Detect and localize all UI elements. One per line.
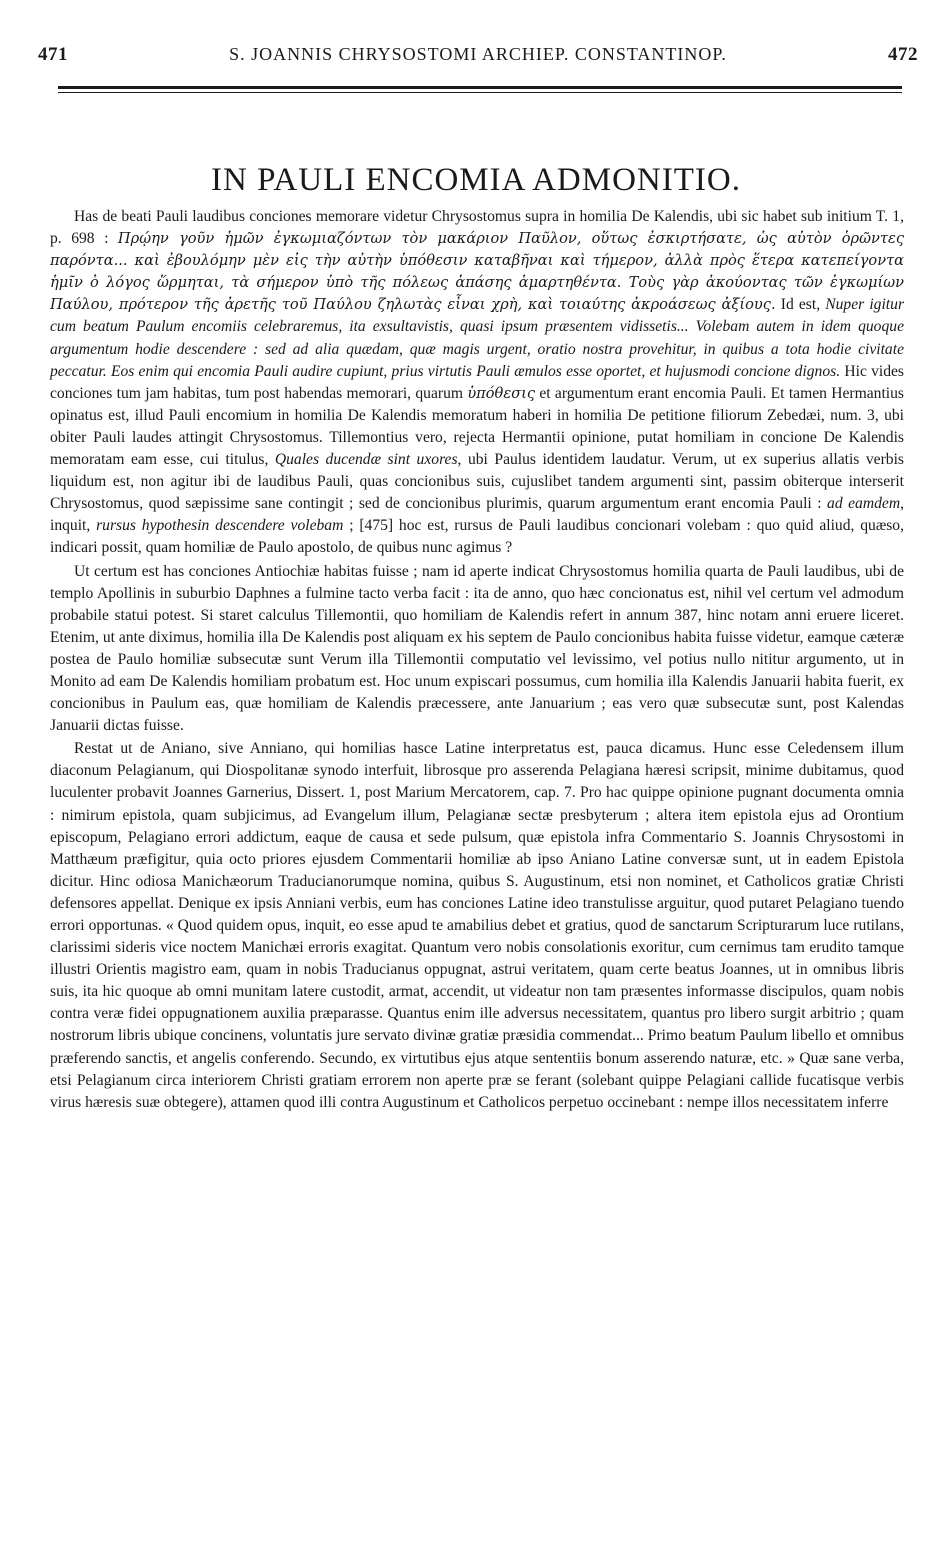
text-run: Ut certum est has conciones Antiochiæ habitas fuisse ; nam id aperte indicat Chrysostomus homilia quarta de Pauli laudibus, ubi de templo Apollinis in suburbio Daphnes a fulmine tacto verba facit : ita de anno, quo hæc concionatus est, nihil vel certum vel admodum probabile statui potest. Si staret calculus Tillemontii, quo homiliam de Kalendis refert in annum 387, hinc notam anni eruere liceret. Etenim, ut ante diximus, homilia illa De Kalendis post aliquam ex his septem de Paulo concionibus habita fuisse videtur, eamque cæteræ postea de Paulo homiliæ subsecutæ sunt Verum illa Tillemontii computatio vel levissimo, vel potius nullo nititur argumento, ut in Monito ad eam De Kalendis homiliam probatum est. Hoc unum expiscari possumus, cum homilia illa Kalendis Januarii habita fuerit, ex concionibus in Paulum eas, quæ homiliam de Kalendis præcessere, ante Januarium ; eas vero quæ subsecutæ sunt, post Kalendas Januarii dictas fuisse.: [50, 562, 904, 735]
italic-text: rursus hypothesin descendere volebam: [96, 517, 344, 535]
body-text: [50, 206, 904, 1114]
paragraph-1: [50, 206, 904, 560]
text-run: et argumentum erant encomia Pauli. Et tamen Hermantius opinatus est, illud Pauli encomium in homilia De Kalendis memoratum haberi in homilia De petitione filiorum Zebedæi, num. 3, ubi obiter Pauli laudes attingit Chrysostomus. Tillemontius vero, rejecta Hermantii opinione, putat homiliam in concione De Kalendis memoratam eam esse, cui titulus,: [50, 384, 904, 469]
italic-text: Nuper igitur cum beatum Paulum encomiis celebraremus, ita exsultavistis, quasi ipsum præsentem vidissetis... Volebam autem in idem quoque argumentum hodie descendere : sed ad alia quædam, quæ magis urgent, oratio nostra provehitur, in quibus a tota hodie civitate peccatur. Eos enim qui encomia Pauli audire cupiunt, prius virtutis Pauli æmulos esse oportet, et hujusmodi concione dignos.: [50, 296, 905, 380]
greek-text: Πρῴην γοῦν ἡμῶν ἐγκωμιαζόντων τὸν μακάριον Παῦλον, οὕτως ἐσκιρτήσατε, ὡς αὐτὸν ὁρῶντες παρόντα... καὶ ἐβουλόμην μὲν εἰς τὴν αὐτὴν ὑπόθεσιν καταβῆναι καὶ τήμερον, ἀλλὰ πρὸς ἕτερα κατεπείγοντα ἡμῖν ὁ λόγος ὥρμηται, τὰ σήμερον ὑπὸ τῆς πόλεως ἁπάσης ἁμαρτηθέντα. Τοὺς γὰρ ἀκούοντας τῶν ἐγκωμίων Παύλου, πρότερον τῆς ἀρετῆς τοῦ Παύλου ζηλωτὰς εἶναι χρὴ, καὶ τοιαύτης ἀκροάσεως ἀξίους.: [50, 230, 904, 314]
text-run: Restat ut de Aniano, sive Anniano, qui homilias hasce Latine interpretatus est, pauca dicamus. Hunc esse Celedensem illum diaconum Pelagianum, qui Diospolitanæ synodo interfuit, librosque pro asserenda Pelagiana hæresi scripsit, minime dubitamus, quod luculenter probavit Joannes Garnerius, Dissert. 1, post Marium Mercatorem, cap. 7. Pro hac quippe opinione pugnant documenta omnia : nimirum epistola, quam subjicimus, ad Evangelum illum, Pelagianæ sectæ presbyterum ; altera item epistola ejus ad Orontium episcopum, Pelagiano errori addictum, eaque de causa et sede pulsum, quæ epistola infra Commentario S. Joannis Chrysostomi in Matthæum præfigitur, quia octo priores ejusdem Commentarii homiliæ ab ipso Aniano Latine conversæ sunt, ut in eadem Epistola dicitur. Hinc odiosa Manichæorum Traducianorumque nomina, quibus S. Augustinum, etsi non nominet, et Catholicos gratiæ Christi defensores appellat. Denique ex ipsis Anniani verbis, eum has conciones Latine ideo transtulisse arguitur, quod putaret Pelagiano tuendo errori opportunas. « Quod quidem opus, inquit, eo esse apud te amabilius debet et gratius, quod de sanctarum Scripturarum luce rutilans, clarissimi sideris vice noctem Manichæi erroris exagitat. Quantum vero nobis consolationis exoritur, cum cernimus tam erudito tamque illustri Orientis magistro eam, quam in nobis Traducianus oppugnat, astrui veritatem, quam certe beatus Joannes, ut in omnibus libris suis, ita hic quoque ab omni munitam latere custodit, armat, accendit, ut videatur non tam præsentes informasse discipulos, quam nobis contra veræ fidei oppugnationem auxilia præparasse. Quantus enim ille adversus necessitatem, quantus pro libero surgit arbitrio ; quam nostrorum libris ubique concinens, voluntatis jure servato divinæ gratiæ præsidia commendat... Primo beatum Paulum libello et omnibus præferendo sanctis, et angelis conferendo. Secundo, ex virtutibus ejus atque sententiis bonum asserendo naturæ, etc. » Quæ sane verba, etsi Pelagianum circa interiorem Christi gratiam errorem non aperte præ se ferant (solebant quippe Pelagiani callide fucatisque verbis virus hæresis suæ obtegere), attamen quod illi contra Augustinum et Catholicos perpetuo occinebant : nempe illos necessitatem inferre: [50, 740, 904, 1111]
paragraph-2: [50, 561, 904, 738]
italic-text: Quales ducendæ sint uxores: [274, 451, 458, 469]
header-rule-thick: [58, 86, 902, 89]
text-run: Id est,: [775, 296, 826, 314]
page-header: [38, 44, 918, 72]
text-run: ; [475] hoc est, rursus de Pauli laudibus concionari volebam : quo quid aliud, quæso, indicari possit, quam homiliæ de Paulo apostolo, de quibus nunc agimus ?: [50, 517, 904, 557]
text-run: Hic vides conciones tum jam habitas, tum post habendas memorari, quarum: [50, 362, 904, 402]
greek-text: ὑπόθεσις: [467, 384, 536, 402]
italic-text: ad eamdem: [827, 495, 901, 513]
running-title: S. JOANNIS CHRYSOSTOMI ARCHIEP. CONSTANTINOP.: [229, 44, 727, 64]
header-rule-thin: [58, 92, 902, 93]
page-number-right: 472: [888, 44, 918, 65]
text-run: , inquit,: [50, 495, 904, 535]
section-title: IN PAULI ENCOMIA ADMONITIO.: [211, 162, 741, 199]
page-number-left: 471: [38, 44, 68, 65]
text-run: , ubi Paulus identidem laudatur. Verum, ut ex superius allatis verbis liquidum est, non agitur ibi de laudibus Pauli, quas concionibus suis, cujuslibet tandem argumenti sint, passim obiterque interserit Chrysostomus, quod sæpissime sane contingit ; sed de concionibus plurimis, quarum argumentum erant encomia Pauli :: [50, 451, 904, 513]
paragraph-3: [50, 738, 904, 1114]
text-run: Has de beati Pauli laudibus conciones memorare videtur Chrysostomus supra in homilia De Kalendis, ubi sic habet sub initium T. 1, p. 698 :: [50, 208, 904, 248]
